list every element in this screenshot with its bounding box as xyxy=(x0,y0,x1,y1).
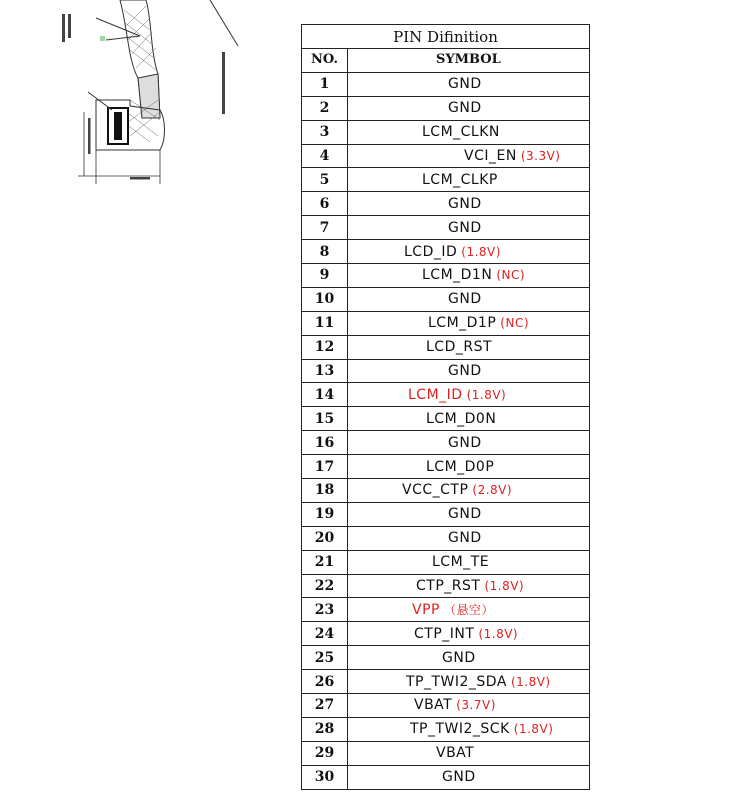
pin-symbol-cell xyxy=(348,96,590,120)
pin-number: 6 xyxy=(302,192,348,216)
pin-symbol-cell xyxy=(348,526,590,550)
pin-number: 22 xyxy=(302,574,348,598)
table-row xyxy=(302,646,590,670)
pin-number: 25 xyxy=(302,646,348,670)
pin-note: (1.8V) xyxy=(484,579,525,594)
pin-symbol: GND xyxy=(448,291,482,308)
pin-note: （悬空） xyxy=(443,602,494,617)
pin-symbol: LCM_TE xyxy=(432,554,490,571)
pin-number: 11 xyxy=(302,311,348,335)
pin-symbol: GND xyxy=(448,100,482,117)
pin-number: 2 xyxy=(302,96,348,120)
table-row xyxy=(302,264,590,288)
pin-symbol: LCD_RST xyxy=(426,339,493,356)
pin-note: (1.8V) xyxy=(466,387,507,402)
pin-symbol-cell xyxy=(348,479,590,503)
pin-symbol-cell xyxy=(348,383,590,407)
pin-symbol-cell xyxy=(348,240,590,264)
pin-number: 8 xyxy=(302,240,348,264)
pin-number: 16 xyxy=(302,431,348,455)
table-row xyxy=(302,407,590,431)
table-row xyxy=(302,502,590,526)
pin-number: 26 xyxy=(302,670,348,694)
pin-symbol: LCM_CLKN xyxy=(422,124,500,141)
pin-symbol-cell xyxy=(348,216,590,240)
pin-symbol: LCM_CLKP xyxy=(422,171,498,188)
pin-number: 27 xyxy=(302,694,348,718)
table-row xyxy=(302,622,590,646)
table-row xyxy=(302,192,590,216)
pin-symbol-cell xyxy=(348,311,590,335)
table-row xyxy=(302,765,590,789)
pin-number: 10 xyxy=(302,287,348,311)
table-row xyxy=(302,359,590,383)
pin-symbol-cell xyxy=(348,455,590,479)
pin-symbol: LCD_ID xyxy=(404,243,458,260)
pin-number: 15 xyxy=(302,407,348,431)
pin-number: 9 xyxy=(302,264,348,288)
pin-symbol: GND xyxy=(448,219,482,236)
pin-note: (NC) xyxy=(500,316,530,331)
pin-note: (1.8V) xyxy=(510,674,551,689)
pin-number: 20 xyxy=(302,526,348,550)
pin-symbol-cell xyxy=(348,502,590,526)
pin-symbol: VBAT xyxy=(436,745,475,762)
pin-number: 28 xyxy=(302,717,348,741)
pin-symbol: LCM_D1N xyxy=(422,267,493,284)
pin-symbol: VCI_EN xyxy=(464,148,517,164)
pin-number: 21 xyxy=(302,550,348,574)
pin-symbol-cell xyxy=(348,264,590,288)
pin-note: (NC) xyxy=(496,268,526,283)
pin-symbol-cell xyxy=(348,72,590,96)
table-row xyxy=(302,550,590,574)
table-row xyxy=(302,168,590,192)
table-row xyxy=(302,335,590,359)
pin-symbol-cell xyxy=(348,287,590,311)
pin-number: 5 xyxy=(302,168,348,192)
pin-symbol-cell xyxy=(348,598,590,622)
table-row xyxy=(302,598,590,622)
table-row xyxy=(302,479,590,503)
pin-symbol-cell xyxy=(348,741,590,765)
pin-symbol-cell xyxy=(348,359,590,383)
pin-number: 18 xyxy=(302,479,348,503)
pin-symbol-cell xyxy=(348,622,590,646)
pin-symbol-cell xyxy=(348,120,590,144)
pin-symbol-cell xyxy=(348,550,590,574)
pin-symbol: CTP_RST xyxy=(416,578,481,595)
pin-note: (1.8V) xyxy=(478,626,519,641)
pin-symbol-cell xyxy=(348,765,590,789)
pin-number: 19 xyxy=(302,502,348,526)
table-row xyxy=(302,240,590,264)
pin-note: (3.3V) xyxy=(520,149,561,163)
fpc-mechanical-drawing xyxy=(0,0,300,220)
pin-symbol: CTP_INT xyxy=(414,625,475,642)
pin-symbol: VBAT xyxy=(414,697,453,714)
column-header-symbol: SYMBOL xyxy=(348,49,590,73)
table-row xyxy=(302,311,590,335)
table-row xyxy=(302,287,590,311)
pin-symbol-cell xyxy=(348,335,590,359)
pin-symbol-cell xyxy=(348,717,590,741)
pin-symbol-cell xyxy=(348,670,590,694)
pin-rows xyxy=(302,72,590,789)
pin-number: 23 xyxy=(302,598,348,622)
table-title: PIN Difinition xyxy=(302,25,590,49)
pin-number: 4 xyxy=(302,144,348,168)
pin-symbol-cell xyxy=(348,168,590,192)
table-row xyxy=(302,526,590,550)
pin-symbol: GND xyxy=(442,649,476,666)
pin-symbol: LCM_D0P xyxy=(426,458,495,475)
pin-symbol: LCM_ID xyxy=(408,386,463,403)
pin-number: 1 xyxy=(302,72,348,96)
table-row xyxy=(302,96,590,120)
pin-symbol: VPP xyxy=(412,601,440,618)
pin-number: 12 xyxy=(302,335,348,359)
pin-number: 13 xyxy=(302,359,348,383)
table-row xyxy=(302,694,590,718)
pin-number: 29 xyxy=(302,741,348,765)
pin-symbol-cell xyxy=(348,192,590,216)
pin-symbol: GND xyxy=(448,530,482,547)
pin-symbol: TP_TWI2_SDA xyxy=(406,673,507,690)
table-row xyxy=(302,72,590,96)
pin-symbol: LCM_D1P xyxy=(428,315,497,332)
table-row xyxy=(302,144,590,168)
pin-symbol-cell xyxy=(348,431,590,455)
column-header-no: NO. xyxy=(302,49,348,73)
pin-note: (3.7V) xyxy=(456,698,496,713)
pin-symbol: GND xyxy=(442,769,476,786)
pin-symbol: GND xyxy=(448,195,482,212)
pin-symbol-cell xyxy=(348,574,590,598)
pin-number: 14 xyxy=(302,383,348,407)
pin-symbol: TP_TWI2_SCK xyxy=(410,721,510,738)
pin-symbol: LCM_D0N xyxy=(426,410,497,427)
table-row xyxy=(302,717,590,741)
table-row xyxy=(302,741,590,765)
pin-note: (1.8V) xyxy=(461,244,501,259)
pin-number: 17 xyxy=(302,455,348,479)
pin-symbol: GND xyxy=(448,506,482,523)
pin-definition-table xyxy=(301,24,590,790)
pin-note: (2.8V) xyxy=(472,483,513,498)
pin-number: 7 xyxy=(302,216,348,240)
pin-symbol: GND xyxy=(448,76,482,93)
table-row xyxy=(302,383,590,407)
table-row xyxy=(302,455,590,479)
pin-number: 30 xyxy=(302,765,348,789)
table-row xyxy=(302,216,590,240)
pin-symbol: GND xyxy=(448,363,482,380)
pin-note: (1.8V) xyxy=(513,722,554,737)
pin-symbol-cell xyxy=(348,646,590,670)
pin-symbol-cell xyxy=(348,694,590,718)
pin-number: 24 xyxy=(302,622,348,646)
table-row xyxy=(302,120,590,144)
pin-symbol: GND xyxy=(448,434,482,451)
pin-symbol-cell xyxy=(348,144,590,168)
pin-symbol-cell xyxy=(348,407,590,431)
table-row xyxy=(302,670,590,694)
pin-symbol: VCC_CTP xyxy=(402,482,469,499)
table-row xyxy=(302,574,590,598)
table-row xyxy=(302,431,590,455)
pin-number: 3 xyxy=(302,120,348,144)
